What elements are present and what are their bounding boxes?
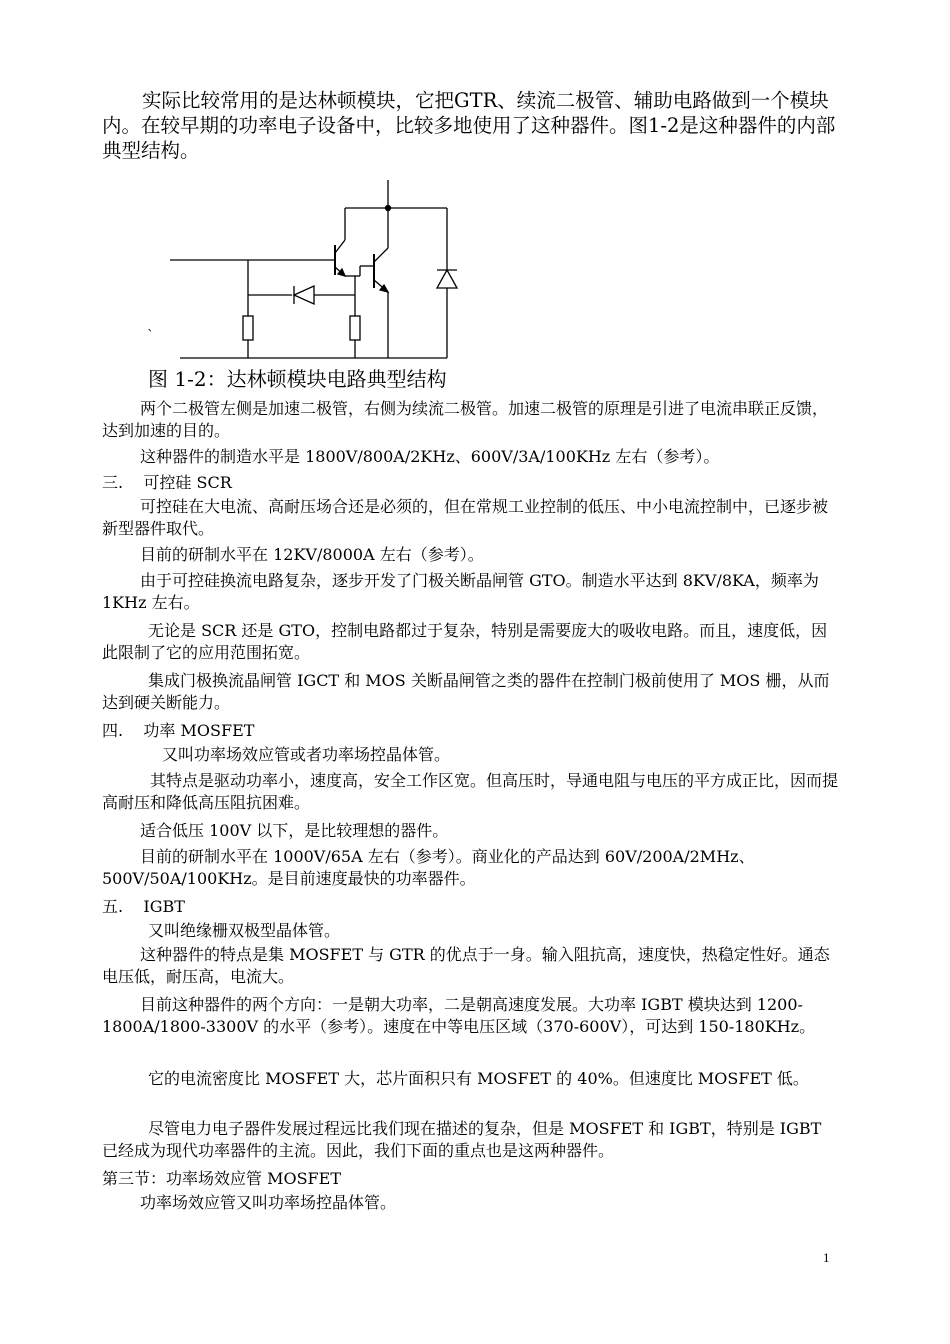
- figure-mark: `: [147, 328, 154, 344]
- page-number: 1: [823, 1250, 830, 1265]
- paragraph: 无论是 SCR 还是 GTO，控制电路都过于复杂，特别是需要庞大的吸收电路。而且，速度低，因此限制了它的应用范围拓宽。: [102, 621, 828, 662]
- paragraph: 尽管电力电子器件发展过程远比我们现在描述的复杂，但是 MOSFET 和 IGBT，特别是 IGBT 已经成为现代功率器件的主流。因此，我们下面的重点也是这两种器件。: [102, 1119, 822, 1160]
- resistor-r1: [243, 316, 253, 340]
- resistor-r2: [350, 316, 360, 340]
- paragraph: 目前这种器件的两个方向：一是朝大功率，二是朝高速度发展。大功率 IGBT 模块达到 1200-1800A/1800-3300V 的水平（参考）。速度在中等电压区域（370-600V），可达到 150-180KHz。: [102, 995, 816, 1036]
- paragraph: 目前的研制水平在 1000V/65A 左右（参考）。商业化的产品达到 60V/200A/2MHz、500V/50A/100KHz。是目前速度最快的功率器件。: [102, 847, 755, 888]
- paragraph: 其特点是驱动功率小，速度高，安全工作区宽。但高压时，导通电阻与电压的平方成正比，因而提高耐压和降低高压阻抗困难。: [102, 771, 839, 812]
- transistor-q2: [374, 208, 388, 292]
- chapter-section-heading: 第三节：功率场效应管 MOSFET: [102, 1169, 342, 1188]
- transistor-q1: [335, 208, 345, 276]
- darlington-circuit-diagram: [140, 176, 470, 366]
- paragraph: 适合低压 100V 以下，是比较理想的器件。: [140, 821, 449, 840]
- paragraph: 目前的研制水平在 12KV/8000A 左右（参考）。: [140, 545, 484, 564]
- paragraph: 又叫功率场效应管或者功率场控晶体管。: [162, 745, 451, 764]
- section-heading-mosfet: 四. 功率 MOSFET: [102, 721, 255, 740]
- paragraph: 它的电流密度比 MOSFET 大，芯片面积只有 MOSFET 的 40%。但速度比 MOSFET 低。: [148, 1069, 809, 1088]
- figure-caption: 图 1-2：达林顿模块电路典型结构: [148, 367, 447, 391]
- speedup-diode: [294, 286, 314, 304]
- paragraph: 由于可控硅换流电路复杂，逐步开发了门极关断晶闸管 GTO。制造水平达到 8KV/8KA，频率为 1KHz 左右。: [102, 571, 819, 612]
- paragraph: 这种器件的特点是集 MOSFET 与 GTR 的优点于一身。输入阻抗高，速度快，热稳定性好。通态电压低，耐压高，电流大。: [102, 945, 830, 986]
- paragraph: 功率场效应管又叫功率场控晶体管。: [140, 1193, 397, 1212]
- section-heading-scr: 三. 可控硅 SCR: [102, 473, 232, 492]
- section-heading-igbt: 五. IGBT: [102, 897, 185, 916]
- intro-paragraph: 实际比较常用的是达林顿模块，它把GTR、续流二极管、辅助电路做到一个模块内。在较早期的功率电子设备中，比较多地使用了这种器件。图1-2是这种器件的内部典型结构。: [102, 89, 836, 162]
- freewheel-diode: [437, 270, 457, 288]
- paragraph: 又叫绝缘栅双极型晶体管。: [148, 921, 341, 940]
- paragraph: 两个二极管左侧是加速二极管，右侧为续流二极管。加速二极管的原理是引进了电流串联正反馈，达到加速的目的。: [102, 399, 829, 440]
- paragraph: 可控硅在大电流、高耐压场合还是必须的，但在常规工业控制的低压、中小电流控制中，已逐步被新型器件取代。: [102, 497, 829, 538]
- paragraph: 集成门极换流晶闸管 IGCT 和 MOS 关断晶闸管之类的器件在控制门极前使用了 MOS 栅，从而达到硬关断能力。: [102, 671, 830, 712]
- paragraph: 这种器件的制造水平是 1800V/800A/2KHz、600V/3A/100KHz 左右（参考）。: [140, 447, 720, 466]
